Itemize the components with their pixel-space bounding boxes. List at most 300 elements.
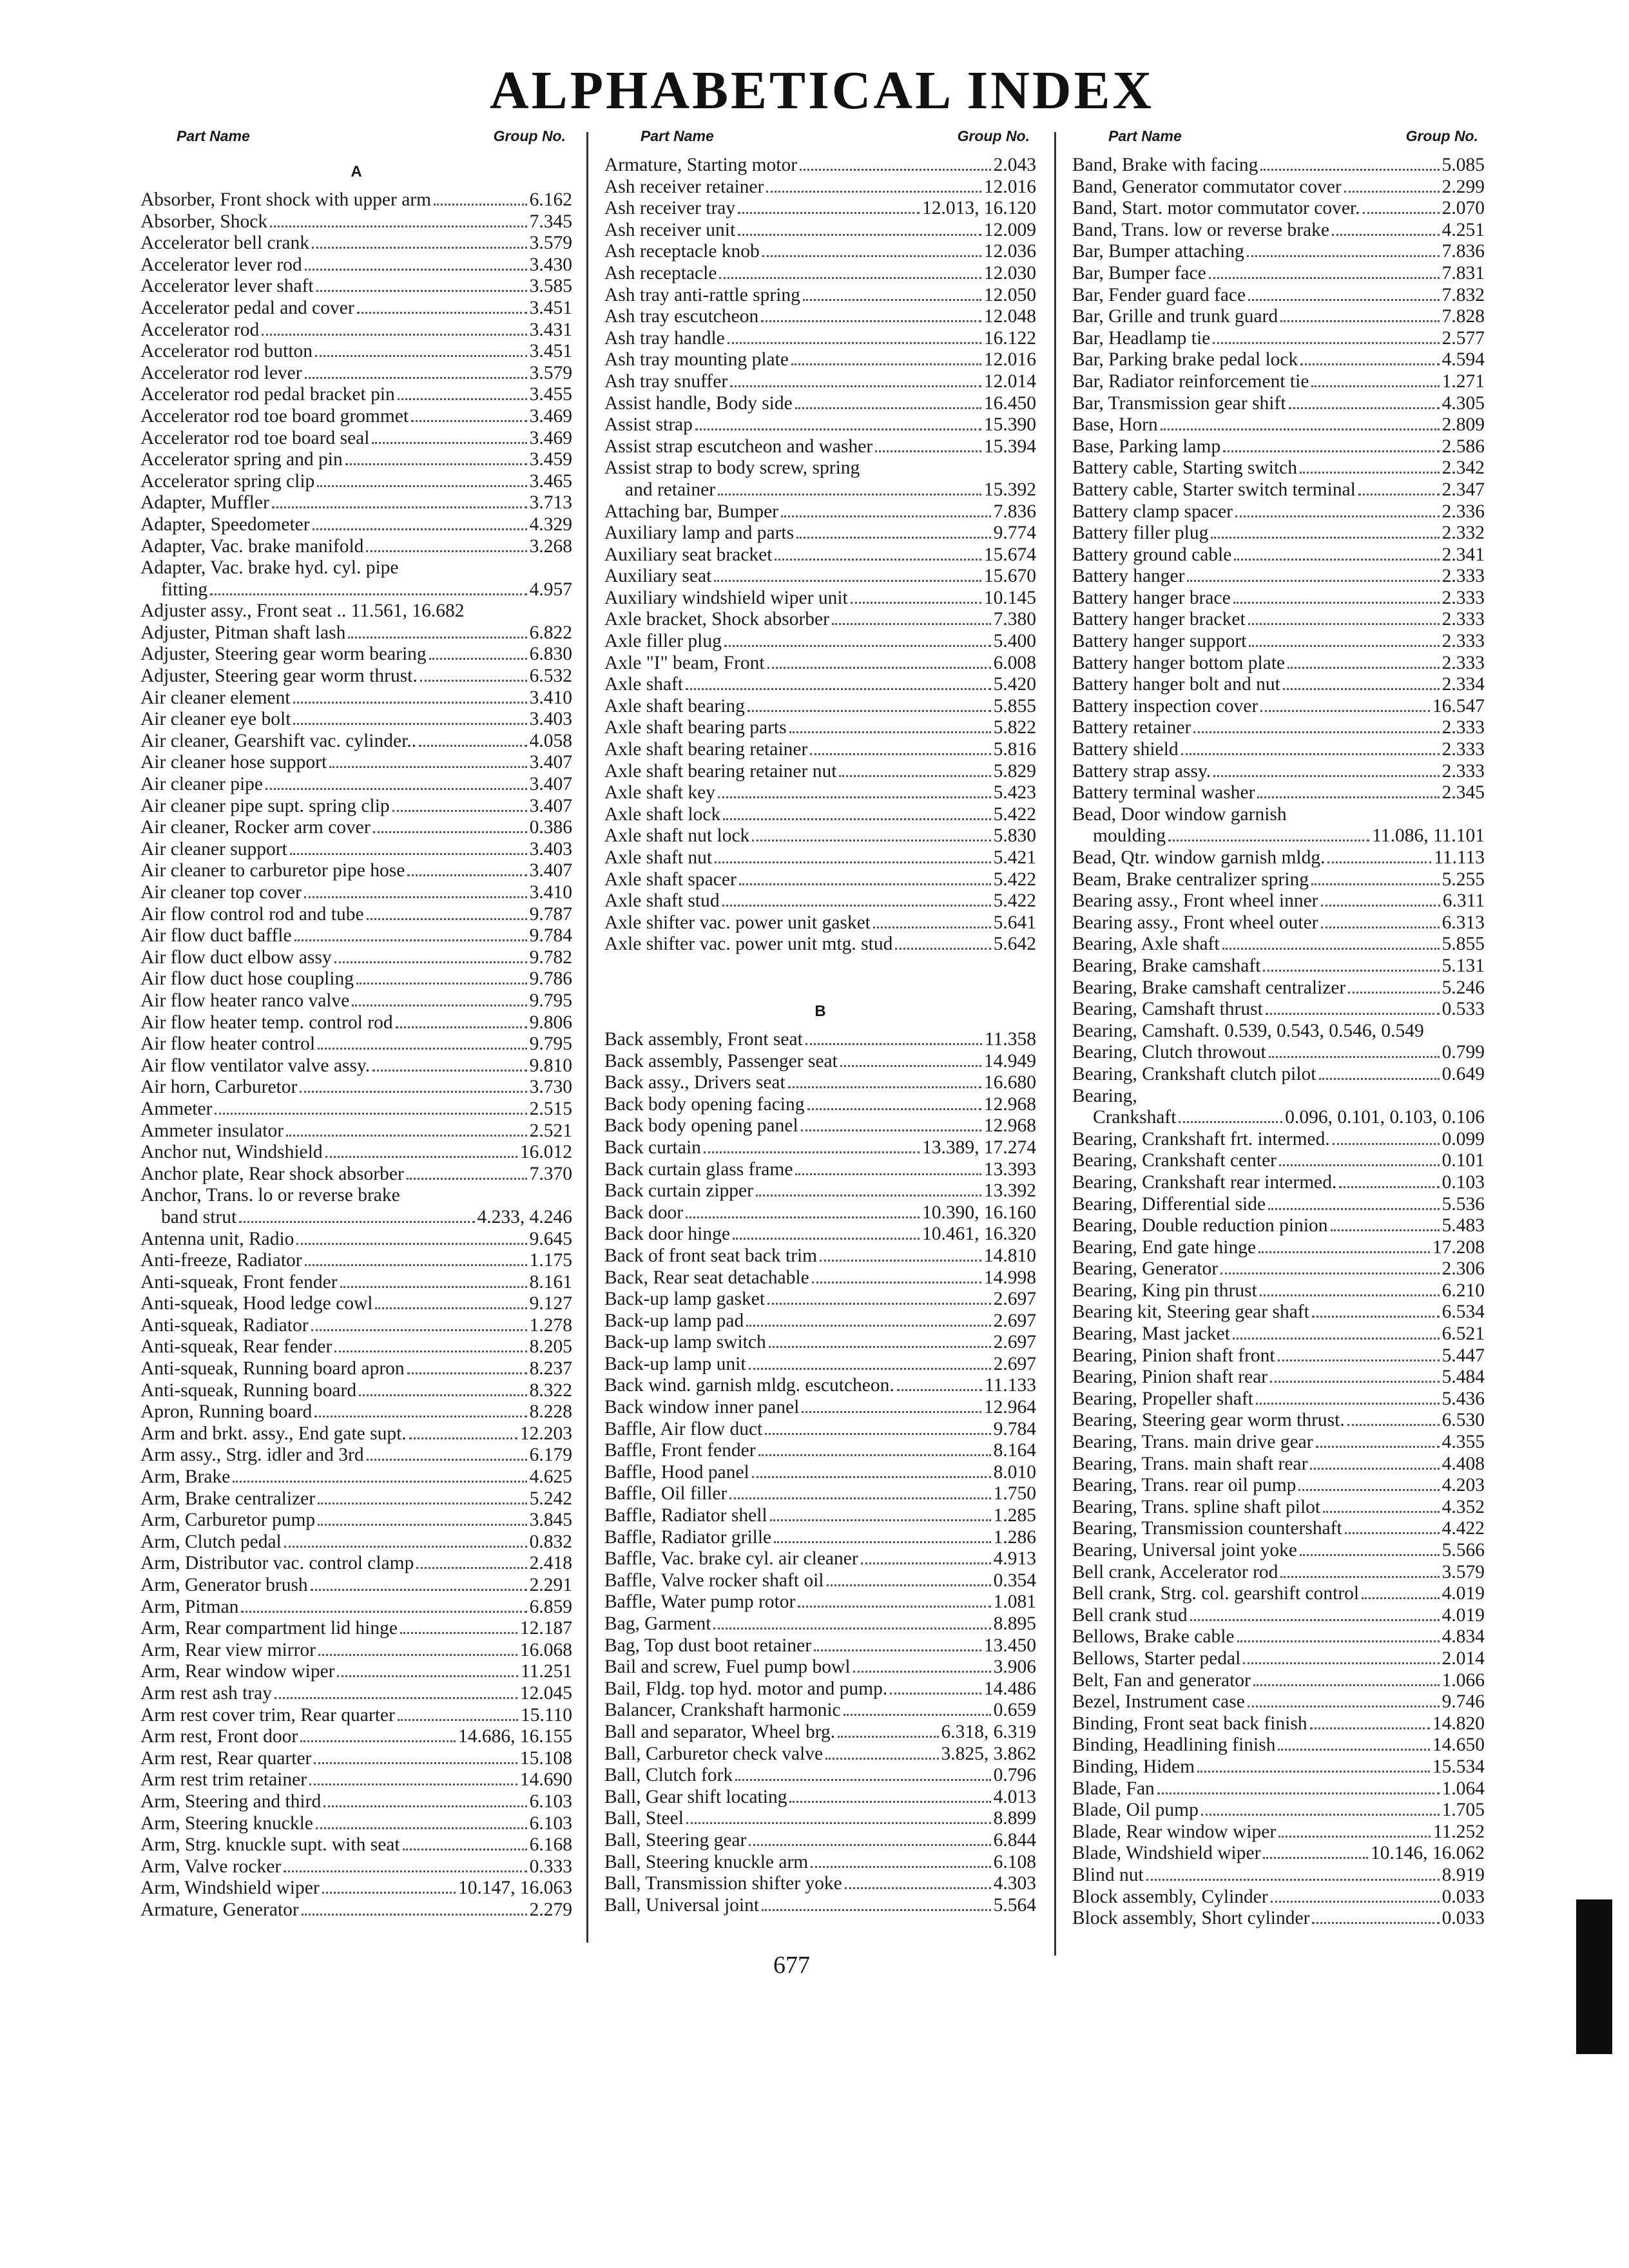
group-number: 0.796 xyxy=(993,1765,1036,1786)
dot-leader xyxy=(811,1854,990,1868)
dot-leader xyxy=(715,850,990,863)
part-name: Battery hanger bracket xyxy=(1072,609,1246,630)
part-name: Band, Generator commutator cover xyxy=(1072,176,1342,197)
dot-leader xyxy=(761,309,981,322)
index-entry xyxy=(140,666,572,687)
index-entry xyxy=(604,1397,1036,1419)
index-entry xyxy=(140,1553,572,1575)
dot-leader xyxy=(325,1144,517,1158)
group-number: 8.899 xyxy=(993,1808,1036,1829)
dot-leader xyxy=(781,504,991,517)
index-entry xyxy=(1072,1194,1485,1216)
index-entry xyxy=(140,1661,572,1683)
part-name: Axle shaft nut lock xyxy=(604,825,750,847)
dot-leader xyxy=(1161,417,1440,430)
part-name: Accelerator rod xyxy=(140,319,260,340)
group-number: 8.164 xyxy=(993,1440,1036,1461)
part-name: Back body opening facing xyxy=(604,1093,805,1115)
group-number: 12.016 xyxy=(983,176,1036,197)
dot-leader xyxy=(403,1837,527,1850)
group-number: 11.251 xyxy=(520,1661,572,1682)
dot-leader xyxy=(774,1530,990,1543)
index-entry xyxy=(1072,890,1485,912)
dot-leader xyxy=(1269,1044,1440,1058)
index-entry xyxy=(1072,436,1485,458)
index-entry xyxy=(604,696,1036,718)
dot-leader xyxy=(316,1816,527,1829)
dot-leader xyxy=(1220,1261,1440,1274)
part-name: Bead, Qtr. window garnish mldg. xyxy=(1072,847,1325,868)
dot-leader xyxy=(1331,1218,1440,1231)
index-entry xyxy=(604,1180,1036,1202)
part-name: Absorber, Shock xyxy=(140,211,268,232)
part-name: Arm, Brake xyxy=(140,1466,231,1488)
index-entry xyxy=(140,1618,572,1640)
index-entry xyxy=(140,1640,572,1662)
dot-leader xyxy=(429,646,527,660)
group-number: 15.670 xyxy=(983,566,1036,587)
group-number: 16.068 xyxy=(519,1639,572,1660)
index-entry xyxy=(604,241,1036,263)
group-number: 7.836 xyxy=(993,501,1036,522)
index-entry xyxy=(140,492,572,514)
part-name: Adjuster, Pitman shaft lash xyxy=(140,622,346,643)
part-name: Bearing, Trans. main drive gear xyxy=(1072,1432,1313,1453)
part-name: Air cleaner hose support xyxy=(140,752,327,773)
group-number: 14.690 xyxy=(519,1769,572,1791)
dot-leader xyxy=(762,1898,991,1911)
dot-leader xyxy=(300,1729,456,1742)
part-name: Axle shaft bearing retainer xyxy=(604,739,808,760)
index-entry xyxy=(1072,1432,1485,1454)
group-number: 15.110 xyxy=(520,1704,572,1725)
group-number: 10.147, 16.063 xyxy=(458,1878,572,1899)
dot-leader xyxy=(1234,547,1439,561)
index-entry xyxy=(604,414,1036,436)
group-number: 3.579 xyxy=(1441,1561,1485,1582)
group-number: 2.341 xyxy=(1441,544,1485,565)
index-entry xyxy=(604,1462,1036,1484)
part-name: Air cleaner to carburetor pipe hose xyxy=(140,860,405,881)
index-entry xyxy=(1072,1670,1485,1692)
index-entry xyxy=(1072,220,1485,242)
index-entry xyxy=(140,1142,572,1164)
part-name: Ball, Steel xyxy=(604,1808,684,1829)
index-entry xyxy=(1072,349,1485,371)
index-entry xyxy=(140,1445,572,1466)
group-number: 9.787 xyxy=(529,903,572,925)
group-number: 7.828 xyxy=(1441,306,1485,327)
group-number: 6.830 xyxy=(529,644,572,665)
part-name: Accelerator rod lever xyxy=(140,362,302,383)
group-number: 3.431 xyxy=(529,319,572,340)
group-number: 0.799 xyxy=(1441,1042,1485,1063)
dot-leader xyxy=(322,1880,456,1894)
group-number: 9.795 xyxy=(529,990,572,1011)
group-number: 5.566 xyxy=(1441,1540,1485,1561)
group-number: 5.422 xyxy=(993,890,1036,912)
index-entry xyxy=(1072,1583,1485,1605)
group-number: 2.291 xyxy=(529,1575,572,1595)
part-name: Axle shaft bearing xyxy=(604,695,745,716)
part-name: Back assembly, Passenger seat xyxy=(604,1050,838,1072)
dot-leader xyxy=(1280,1564,1439,1578)
dot-leader xyxy=(851,590,981,604)
index-entry xyxy=(604,371,1036,393)
group-number: 0.533 xyxy=(1441,999,1485,1020)
part-name: Back window inner panel xyxy=(604,1397,800,1418)
part-name: Arm, Rear view mirror xyxy=(140,1639,316,1660)
index-entry xyxy=(1072,588,1485,610)
part-name: Bezel, Instrument case xyxy=(1072,1691,1245,1713)
index-entry xyxy=(140,1207,572,1229)
part-name: Axle "I" beam, Front xyxy=(604,652,765,673)
dot-leader xyxy=(1211,525,1439,539)
part-name: Arm rest ash tray xyxy=(140,1682,272,1704)
part-name: Bearing, Generator xyxy=(1072,1258,1219,1280)
group-number: 5.242 xyxy=(529,1488,572,1509)
group-number: 5.641 xyxy=(993,912,1036,933)
dot-leader xyxy=(311,1318,527,1331)
dot-leader xyxy=(1289,396,1440,409)
group-number: 8.161 xyxy=(529,1271,572,1293)
index-entry xyxy=(1072,674,1485,696)
group-number: 2.014 xyxy=(1441,1648,1485,1669)
dot-leader xyxy=(704,1140,920,1153)
part-name: Baffle, Water pump rotor xyxy=(604,1591,796,1613)
part-name: Auxiliary seat xyxy=(604,566,712,587)
dot-leader xyxy=(769,1334,991,1348)
group-number: 5.423 xyxy=(993,782,1036,803)
part-name: Battery shield xyxy=(1072,739,1179,760)
part-name: Blind nut xyxy=(1072,1864,1144,1885)
index-column-1 xyxy=(140,128,572,1921)
index-entry xyxy=(1072,1562,1485,1584)
dot-leader xyxy=(409,1426,517,1439)
part-name: Bead, Door window garnish xyxy=(1072,803,1287,825)
index-entry xyxy=(140,1813,572,1835)
dot-leader xyxy=(747,698,991,712)
part-name: Ash tray mounting plate xyxy=(604,349,789,370)
dot-leader xyxy=(801,1118,981,1131)
part-name: Air flow ventilator valve assy. xyxy=(140,1055,371,1076)
index-entry xyxy=(1072,956,1485,977)
index-entry xyxy=(140,384,572,406)
part-name: Back curtain zipper xyxy=(604,1180,753,1202)
group-number: 0.101 xyxy=(1441,1150,1485,1171)
thumb-index-tab xyxy=(1576,1899,1612,2054)
dot-leader xyxy=(1345,1521,1440,1534)
group-number: 12.013, 16.120 xyxy=(922,198,1036,219)
column-header-part-name: Part Name xyxy=(177,128,250,144)
part-name: Air cleaner pipe xyxy=(140,774,264,795)
index-entry xyxy=(604,198,1036,220)
group-number: 12.187 xyxy=(519,1618,572,1639)
index-entry xyxy=(604,1744,1036,1765)
group-number: 9.786 xyxy=(529,968,572,990)
dot-leader xyxy=(407,1361,527,1374)
group-number: 5.855 xyxy=(1441,934,1485,955)
part-name: Binding, Hidem xyxy=(1072,1756,1195,1777)
column-header-part-name: Part Name xyxy=(641,128,714,144)
group-number: 4.352 xyxy=(1441,1496,1485,1517)
group-number: 15.390 xyxy=(983,414,1036,436)
part-name: Bearing, King pin thrust xyxy=(1072,1280,1257,1301)
part-name: Anti-squeak, Running board apron xyxy=(140,1358,405,1379)
part-name: Back body opening panel xyxy=(604,1115,798,1137)
column-header-group-no: Group No. xyxy=(957,128,1030,144)
dot-leader xyxy=(239,1209,474,1223)
dot-leader xyxy=(814,1638,981,1651)
part-name: Back assembly, Front seat xyxy=(604,1028,803,1050)
dot-leader xyxy=(1321,893,1440,907)
dot-leader xyxy=(897,1378,982,1391)
group-number: 4.329 xyxy=(529,514,572,535)
dot-leader xyxy=(749,1832,990,1846)
index-entry xyxy=(1072,1713,1485,1735)
dot-leader xyxy=(300,1079,526,1093)
dot-leader xyxy=(1300,352,1439,365)
dot-leader xyxy=(352,993,526,1006)
dot-leader xyxy=(372,430,526,444)
index-entry xyxy=(140,557,572,579)
index-entry xyxy=(140,1575,572,1597)
part-name: Ash receiver unit xyxy=(604,219,736,240)
index-entry xyxy=(604,739,1036,761)
part-name: Blade, Rear window wiper xyxy=(1072,1821,1277,1842)
dot-leader xyxy=(1266,1001,1440,1015)
dot-leader xyxy=(1248,1694,1440,1707)
part-name: Armature, Starting motor xyxy=(604,155,798,175)
dot-leader xyxy=(752,1465,991,1478)
index-entry xyxy=(604,177,1036,198)
dot-leader xyxy=(1268,1196,1440,1210)
dot-leader xyxy=(340,1274,527,1288)
index-entry xyxy=(604,1678,1036,1700)
index-entry xyxy=(604,1527,1036,1549)
part-name: Bearing, End gate hinge xyxy=(1072,1236,1257,1258)
dot-leader xyxy=(789,1789,990,1803)
group-number: 4.233, 4.246 xyxy=(477,1206,572,1227)
part-name: Bearing, Mast jacket xyxy=(1072,1323,1230,1345)
group-number: 3.410 xyxy=(529,882,572,903)
index-entry xyxy=(604,847,1036,869)
part-name: Auxiliary windshield wiper unit xyxy=(604,587,848,608)
index-entry xyxy=(140,796,572,818)
index-entry xyxy=(1072,1648,1485,1670)
part-name: Adapter, Vac. brake manifold xyxy=(140,535,364,557)
index-entry xyxy=(1072,1756,1485,1778)
index-entry xyxy=(604,544,1036,566)
group-number: 6.210 xyxy=(1441,1280,1485,1301)
part-name: Back-up lamp pad xyxy=(604,1310,744,1331)
dot-leader xyxy=(1249,633,1439,647)
group-number: 11.113 xyxy=(1434,847,1485,868)
part-name: Bearing, Trans. rear oil pump xyxy=(1072,1475,1296,1496)
group-number: 12.050 xyxy=(983,284,1036,305)
dot-leader xyxy=(1247,244,1440,257)
group-number: 11.252 xyxy=(1432,1821,1485,1842)
dot-leader xyxy=(233,1469,526,1483)
part-name: Arm, Brake centralizer xyxy=(140,1488,316,1509)
part-name: Air flow heater ranco valve xyxy=(140,990,350,1011)
group-number: 3.403 xyxy=(529,838,572,860)
index-entry xyxy=(140,1423,572,1445)
index-entry xyxy=(140,1293,572,1315)
index-entry xyxy=(140,622,572,644)
part-name: Battery hanger bottom plate xyxy=(1072,652,1286,673)
part-name: Adapter, Vac. brake hyd. cyl. pipe xyxy=(140,557,399,579)
dot-leader xyxy=(722,893,991,907)
index-entry xyxy=(604,263,1036,285)
index-entry xyxy=(604,1440,1036,1462)
index-entry xyxy=(1072,1887,1485,1908)
part-name: Bar, Radiator reinforcement tie xyxy=(1072,370,1309,392)
index-entry xyxy=(1072,869,1485,891)
group-number: 7.380 xyxy=(993,609,1036,630)
index-entry xyxy=(604,1613,1036,1635)
group-number: 8.228 xyxy=(529,1401,572,1423)
part-name: Band, Trans. low or reverse brake xyxy=(1072,219,1329,240)
group-number: 3.410 xyxy=(529,687,572,708)
dot-leader xyxy=(367,907,527,920)
part-name: Bearing, xyxy=(1072,1085,1137,1106)
index-entry xyxy=(1072,1540,1485,1562)
part-name: Auxiliary seat bracket xyxy=(604,544,773,565)
group-number: 3.579 xyxy=(529,362,572,383)
group-number: 5.420 xyxy=(993,674,1036,695)
index-entry xyxy=(604,1115,1036,1137)
dot-leader xyxy=(756,1183,981,1196)
index-entry xyxy=(1072,847,1485,869)
part-name: Bearing, Universal joint yoke xyxy=(1072,1540,1298,1561)
part-name: Bearing, Pinion shaft rear xyxy=(1072,1367,1268,1388)
index-entry xyxy=(140,536,572,558)
index-entry xyxy=(140,449,572,471)
group-number: 6.844 xyxy=(993,1829,1036,1850)
group-number: 0.354 xyxy=(993,1570,1036,1591)
dot-leader xyxy=(723,807,990,820)
group-number: 4.422 xyxy=(1441,1518,1485,1539)
dot-leader xyxy=(316,278,527,292)
dot-leader xyxy=(296,1231,526,1245)
index-entry xyxy=(604,1311,1036,1332)
part-name: Air flow heater control xyxy=(140,1033,316,1055)
index-entry xyxy=(1072,1150,1485,1172)
part-name: Beam, Brake centralizer spring xyxy=(1072,869,1309,890)
index-entry xyxy=(604,1137,1036,1159)
part-name: Bearing, Brake camshaft xyxy=(1072,955,1261,976)
index-entry xyxy=(140,1510,572,1532)
index-entry xyxy=(1072,501,1485,523)
part-name: Air flow duct elbow assy xyxy=(140,947,332,968)
index-entry xyxy=(1072,198,1485,220)
group-number: 1.278 xyxy=(529,1314,572,1336)
dot-leader xyxy=(805,1032,982,1045)
index-entry xyxy=(1072,1237,1485,1259)
part-name: Anti-squeak, Running board xyxy=(140,1379,357,1401)
part-name: Bearing, Crankshaft clutch pilot xyxy=(1072,1063,1316,1084)
part-name: Bar, Fender guard face xyxy=(1072,284,1246,305)
part-name: Air cleaner support xyxy=(140,838,287,860)
part-name: Baffle, Front fender xyxy=(604,1440,756,1461)
dot-leader xyxy=(765,1421,990,1435)
dot-leader xyxy=(265,776,527,790)
group-number: 12.014 xyxy=(983,370,1036,392)
dot-leader xyxy=(323,1794,526,1807)
index-entry xyxy=(140,363,572,385)
index-entry xyxy=(1072,1258,1485,1280)
dot-leader xyxy=(1248,611,1440,625)
group-number: 6.521 xyxy=(1441,1323,1485,1345)
group-number: 14.949 xyxy=(983,1050,1036,1072)
group-number: 0.033 xyxy=(1441,1886,1485,1907)
index-entry xyxy=(140,1164,572,1186)
group-number: 9.806 xyxy=(529,1012,572,1033)
part-name: band strut xyxy=(161,1206,237,1227)
part-name: Binding, Headlining finish xyxy=(1072,1735,1276,1756)
part-name: Arm, Valve rocker xyxy=(140,1856,282,1877)
part-name: Ash receiver tray xyxy=(604,198,736,219)
part-name: Back curtain xyxy=(604,1137,701,1158)
group-number: 5.131 xyxy=(1441,955,1485,976)
index-entry xyxy=(1072,912,1485,934)
dot-leader xyxy=(825,1746,938,1760)
dot-leader xyxy=(733,1226,920,1240)
dot-leader xyxy=(420,668,527,682)
part-name: Back-up lamp gasket xyxy=(604,1289,766,1310)
dot-leader xyxy=(714,568,981,582)
group-number: 14.820 xyxy=(1432,1713,1485,1734)
index-entry xyxy=(604,1635,1036,1657)
index-entry xyxy=(1072,1454,1485,1475)
group-number: 6.103 xyxy=(529,1791,572,1812)
part-name: Battery retainer xyxy=(1072,717,1191,738)
dot-leader xyxy=(1319,1066,1440,1080)
group-number: 5.855 xyxy=(993,695,1036,716)
group-number: 3.713 xyxy=(529,492,572,514)
index-entry xyxy=(140,341,572,363)
dot-leader xyxy=(293,711,526,725)
group-number: 12.964 xyxy=(983,1397,1036,1418)
dot-leader xyxy=(309,1772,517,1785)
group-number: 2.697 xyxy=(993,1353,1036,1374)
dot-leader xyxy=(739,872,991,885)
index-entry xyxy=(140,1726,572,1748)
column-header-group-no: Group No. xyxy=(1405,128,1478,144)
dot-leader xyxy=(1213,331,1439,344)
index-entry xyxy=(1072,241,1485,263)
dot-leader xyxy=(317,474,526,487)
index-entry xyxy=(604,653,1036,675)
part-name: Axle bracket, Shock absorber xyxy=(604,609,829,630)
part-name: Adapter, Muffler xyxy=(140,492,269,514)
dot-leader xyxy=(729,1486,990,1499)
group-number: 2.515 xyxy=(529,1098,572,1119)
group-number: 3.845 xyxy=(529,1510,572,1531)
group-number: 2.334 xyxy=(1441,674,1485,695)
index-entry xyxy=(140,1077,572,1099)
dot-leader xyxy=(400,1620,517,1634)
group-number: 5.564 xyxy=(993,1894,1036,1916)
dot-leader xyxy=(890,1681,981,1695)
part-name: and retainer xyxy=(625,479,716,500)
part-name: Axle shaft key xyxy=(604,782,716,803)
dot-leader xyxy=(1311,374,1439,387)
group-number: 6.313 xyxy=(1441,912,1485,933)
part-name: Bar, Parking brake pedal lock xyxy=(1072,349,1298,370)
group-number: 0.096, 0.101, 0.103, 0.106 xyxy=(1285,1107,1485,1128)
